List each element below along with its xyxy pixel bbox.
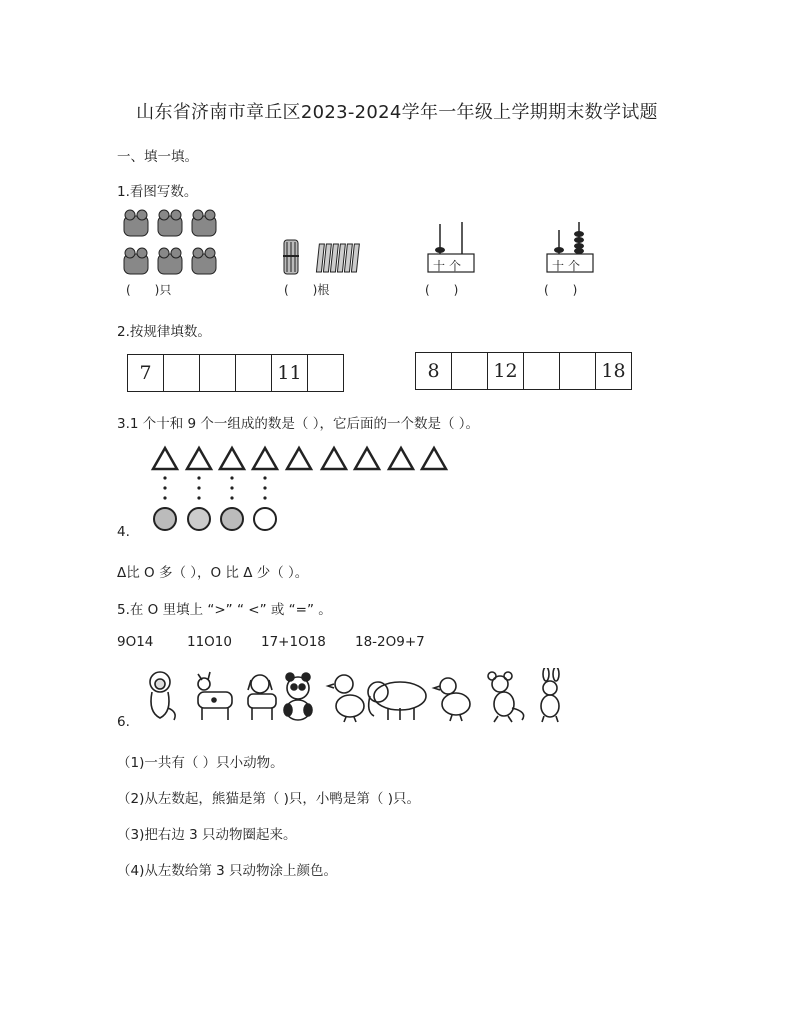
abacus-label: 十个 xyxy=(433,259,466,273)
sequence-cell: 12 xyxy=(488,353,524,389)
circle-icon xyxy=(254,508,276,530)
section-heading: 一、填一填。 xyxy=(117,149,198,165)
sequence-cell[interactable] xyxy=(524,353,560,389)
triangle-icon xyxy=(287,448,311,469)
sequence-cell: 18 xyxy=(601,360,626,382)
question-5-label: 5.在 O 里填上 “>” “ <” 或 “=” 。 xyxy=(117,602,332,618)
triangle-icon xyxy=(322,448,346,469)
question-4-text: Δ比 O 多（ ），O 比 Δ 少（ ）。 xyxy=(117,565,309,581)
sequence-cell: 11 xyxy=(272,355,308,391)
compare-item-2: 11O10 xyxy=(187,634,232,650)
question-6-sub-1: （1)一共有（ ）只小动物。 xyxy=(117,755,284,771)
triangles-circles-figure xyxy=(148,444,453,534)
sequence-cell[interactable] xyxy=(200,355,236,391)
question-2-label: 2.按规律填数。 xyxy=(117,324,211,340)
triangle-icon xyxy=(187,448,211,469)
page-title: 山东省济南市章丘区2023-2024学年一年级上学期期末数学试题 xyxy=(136,102,658,123)
question-6-sub-4: （4)从左数给第 3 只动物涂上颜色。 xyxy=(117,863,338,879)
caption-abacus-1: ( ) xyxy=(425,283,459,297)
panda-icon xyxy=(284,673,312,720)
sticks-icon xyxy=(282,238,362,278)
sequence-cell[interactable] xyxy=(452,353,488,389)
question-6-sub-3: （3)把右边 3 只动物圈起来。 xyxy=(117,827,297,843)
animals-row xyxy=(138,668,578,724)
sequence-cell[interactable] xyxy=(236,355,272,391)
sequence-row-1 xyxy=(127,354,344,392)
monkey-icon xyxy=(150,672,175,720)
duckling-icon xyxy=(328,675,364,722)
compare-item-3: 17+1O18 xyxy=(261,634,326,650)
rabbit-icon xyxy=(541,668,559,722)
question-6-sub-2: （2)从左数起，熊猫是第（ )只，小鸭是第（ )只。 xyxy=(117,791,420,807)
caption-sticks: ( )根 xyxy=(284,283,330,297)
sequence-cell: 7 xyxy=(128,355,164,391)
dog-icon xyxy=(248,675,276,720)
circle-icon xyxy=(154,508,176,530)
triangle-icon xyxy=(422,448,446,469)
chick-icon xyxy=(434,678,470,721)
question-3-label: 3.1 个十和 9 个一组成的数是（ ），它后面的一个数是（ ）。 xyxy=(117,416,480,432)
circle-icon xyxy=(188,508,210,530)
mittens-icon xyxy=(122,208,222,282)
triangle-icon xyxy=(253,448,277,469)
abacus-label: 十个 xyxy=(552,259,585,273)
sequence-row-2 xyxy=(415,352,632,390)
compare-item-4: 18-2O9+7 xyxy=(355,634,425,650)
sequence-cell[interactable] xyxy=(164,355,200,391)
caption-abacus-2: ( ) xyxy=(544,283,578,297)
triangle-icon xyxy=(355,448,379,469)
compare-item-1: 9O14 xyxy=(117,634,154,650)
sequence-cell[interactable] xyxy=(308,355,343,391)
question-1-label: 1.看图写数。 xyxy=(117,184,198,200)
elephant-icon xyxy=(368,682,426,720)
triangle-icon xyxy=(153,448,177,469)
sequence-cell[interactable] xyxy=(560,353,596,389)
triangle-icon xyxy=(389,448,413,469)
circle-icon xyxy=(221,508,243,530)
deer-icon xyxy=(198,672,232,720)
question-4-label: 4. xyxy=(117,524,130,540)
mouse-icon xyxy=(488,672,524,722)
triangle-icon xyxy=(220,448,244,469)
caption-mittens: ( )只 xyxy=(126,283,172,297)
question-6-label: 6. xyxy=(117,714,130,730)
sequence-cell: 8 xyxy=(416,353,452,389)
